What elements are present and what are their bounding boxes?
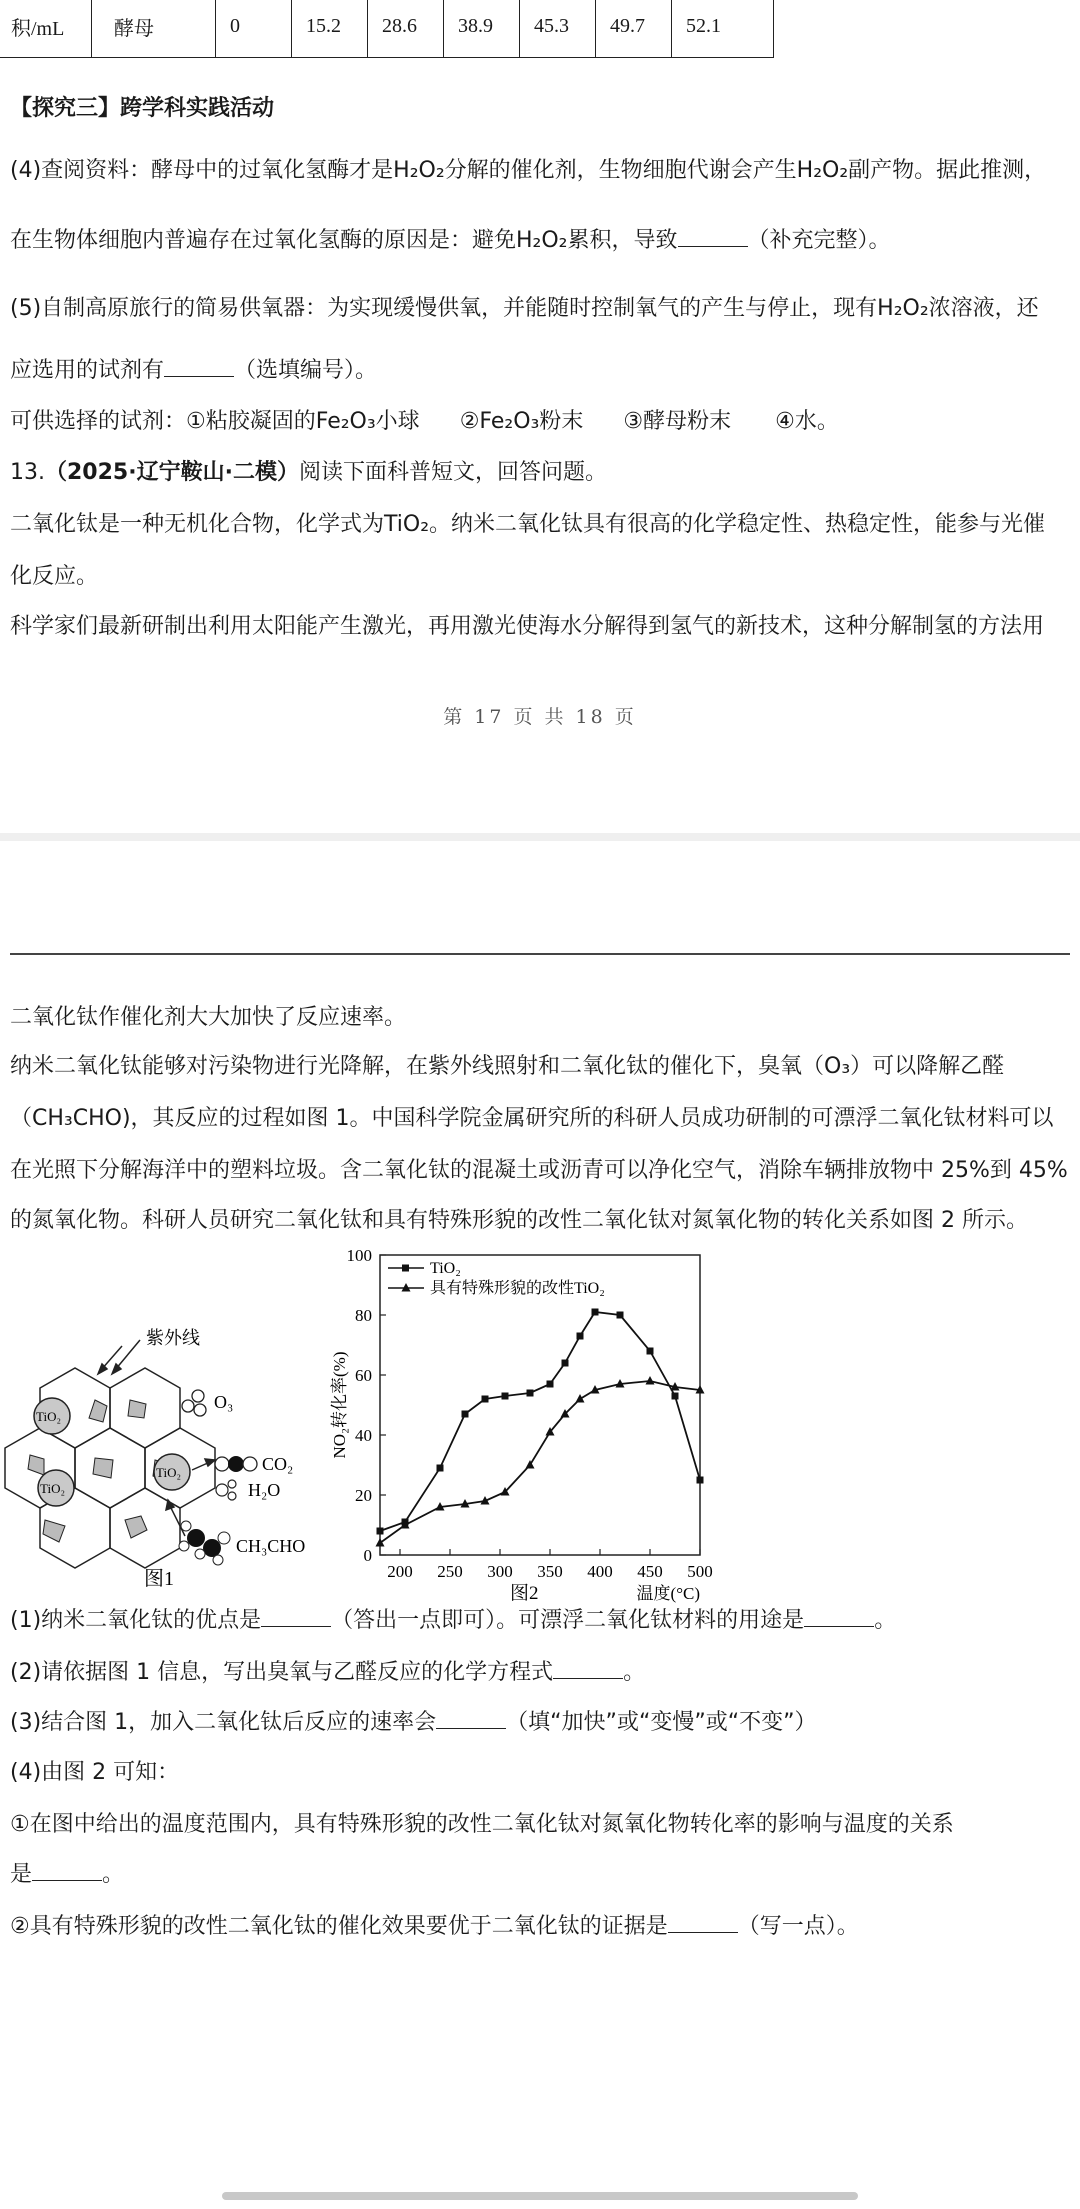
series-line-2 [380,1381,700,1543]
q13-para1-line1: 二氧化钛是一种无机化合物，化学式为TiO₂。纳米二氧化钛具有很高的化学稳定性、热稳定性，能参与光催 [10,512,1046,537]
reagents-label: 可供选择的试剂： [10,409,187,434]
data-point-modified-tio2 [646,1376,655,1385]
q3-text: (3)结合图 1，加入二氧化钛后反应的速率会 [10,1710,437,1735]
q4-2-text: ②具有特殊形貌的改性二氧化钛的催化效果要优于二氧化钛的证据是 [10,1914,668,1939]
ch3cho-label: CH₃CHO [236,1536,306,1556]
data-point-tio2 [547,1381,554,1388]
question-4-2 [10,1912,859,1942]
answer-blank[interactable] [678,226,748,247]
q4-line2-end: （补充完整）。 [747,228,891,253]
table-row-label: 积/mL [0,0,92,58]
data-point-tio2 [617,1312,624,1319]
answer-blank[interactable] [804,1606,874,1627]
legend-label: 具有特殊形貌的改性TiO₂ [430,1280,605,1297]
reagent-list [10,407,839,437]
q13-source: （2025·辽宁鞍山·二模） [45,460,299,485]
co2-label: CO₂ [262,1454,294,1474]
co2-molecule [215,1456,257,1472]
reagent-option: ①粘胶凝固的Fe₂O₃小球 [186,409,420,434]
page-number: 第 17 页 共 18 页 [443,706,637,728]
tio2-label: TiO₂ [156,1465,182,1480]
x-tick-label: 450 [637,1562,663,1581]
table-cell: 38.9 [444,0,520,58]
data-point-tio2 [647,1348,654,1355]
section-heading: 【探究三】跨学科实践活动 [10,96,275,121]
acetaldehyde-molecule [179,1521,230,1565]
y-tick-label: 80 [355,1306,372,1325]
data-point-tio2 [377,1528,384,1535]
y-tick-label: 40 [355,1426,372,1445]
uv-arrows [98,1340,140,1374]
answer-blank[interactable] [32,1860,102,1881]
figure-2-caption: 图2 [510,1583,539,1604]
table-cell: 49.7 [596,0,672,58]
y-tick-label: 20 [355,1486,372,1505]
table-cell: 28.6 [368,0,444,58]
q5-line2-end: （选填编号）。 [234,358,378,383]
figure-2-chart [330,1245,770,1605]
q4-2-end: （写一点）。 [737,1914,859,1939]
q3-text-end: （填“加快”或“变慢”或“不变”） [506,1710,817,1735]
legend-marker-tio2 [402,1265,409,1272]
table-cell: 52.1 [672,0,774,58]
question-4-1-line2 [10,1860,124,1890]
x-tick-label: 400 [587,1562,613,1581]
h2o-label: H₂O [248,1480,281,1500]
data-point-tio2 [502,1393,509,1400]
q2-text-end: 。 [623,1660,646,1685]
q13-instruction: 阅读下面科普短文，回答问题。 [298,460,607,485]
plot-frame [380,1255,700,1555]
q5-line2 [10,356,377,386]
table-cell: 0 [216,0,292,58]
q1-text-mid: （答出一点即可）。可漂浮二氧化钛材料的用途是 [331,1608,805,1633]
q13-para1-line2: 化反应。 [10,564,99,589]
ozone-molecule [182,1390,206,1416]
h2o-molecule [216,1480,236,1500]
p2-line3: （CH₃CHO)，其反应的过程如图 1。中国科学院金属研究所的科研人员成功研制的可漂浮二氧化钛材料可以 [10,1106,1054,1131]
header-rule [10,953,1070,955]
data-point-modified-tio2 [576,1394,585,1403]
data-point-tio2 [437,1465,444,1472]
answer-blank[interactable] [553,1658,623,1679]
x-axis-label: 温度(°C) [636,1584,700,1603]
q4-line2 [10,226,891,256]
p2-line5: 的氮氧化物。科研人员研究二氧化钛和具有特殊形貌的改性二氧化钛对氮氧化物的转化关系如图 2 所示。 [10,1208,1028,1233]
question-1 [10,1606,896,1636]
o3-label: O₃ [214,1392,234,1412]
q13-number: 13. [10,460,45,485]
answer-blank[interactable] [668,1912,738,1933]
y-tick-label: 0 [363,1546,372,1565]
home-indicator[interactable] [222,2192,858,2200]
data-point-modified-tio2 [376,1538,385,1547]
x-tick-label: 200 [387,1562,413,1581]
data-point-tio2 [562,1360,569,1367]
reagent-option: ④水。 [775,409,839,434]
data-point-tio2 [672,1393,679,1400]
data-point-tio2 [482,1396,489,1403]
data-point-tio2 [697,1477,704,1484]
reagent-option: ②Fe₂O₃粉末 [459,409,584,434]
uv-label: 紫外线 [146,1328,200,1348]
legend-label: TiO₂ [430,1260,461,1277]
q13-para2-line1: 科学家们最新研制出利用太阳能产生激光，再用激光使海水分解得到氢气的新技术，这种分解制氢的方法用 [10,614,1045,639]
q4-1-text: 是 [10,1862,33,1887]
question-2 [10,1658,645,1688]
data-point-tio2 [592,1309,599,1316]
table-cell: 45.3 [520,0,596,58]
p2-line4: 在光照下分解海洋中的塑料垃圾。含二氧化钛的混凝土或沥青可以净化空气，消除车辆排放物中 25%到 45% [10,1158,1068,1183]
q4-line1: (4)查阅资料：酵母中的过氧化氢酶才是H₂O₂分解的催化剂，生物细胞代谢会产生H₂O₂副产物。据此推测， [10,158,1047,183]
data-point-tio2 [577,1333,584,1340]
y-tick-label: 100 [346,1246,372,1265]
q4-1-end: 。 [102,1862,125,1887]
yeast-data-table-row [0,0,774,58]
question-4: (4)由图 2 可知： [10,1760,180,1785]
reaction-arrow [192,1459,215,1470]
answer-blank[interactable] [164,356,234,377]
page-separator [0,833,1080,841]
q13-title [10,458,607,488]
p2-line1: 二氧化钛作催化剂大大加快了反应速率。 [10,1005,407,1030]
q2-text: (2)请依据图 1 信息，写出臭氧与乙醛反应的化学方程式 [10,1660,554,1685]
question-3 [10,1708,817,1738]
answer-blank[interactable] [436,1708,506,1729]
x-tick-label: 500 [687,1562,713,1581]
x-tick-label: 250 [437,1562,463,1581]
question-4-1-line1: ①在图中给出的温度范围内，具有特殊形貌的改性二氧化钛对氮氧化物转化率的影响与温度的关系 [10,1812,954,1837]
q4-line2-text: 在生物体细胞内普遍存在过氧化氢酶的原因是：避免H₂O₂累积，导致 [10,228,678,253]
tio2-label: TiO₂ [36,1409,62,1424]
answer-blank[interactable] [261,1606,331,1627]
figure-1-diagram [0,1300,345,1600]
q1-text: (1)纳米二氧化钛的优点是 [10,1608,262,1633]
figure-1-caption: 图1 [144,1568,174,1590]
series-line-1 [380,1312,700,1531]
y-axis-label: NO₂转化率(%) [330,1351,349,1459]
q5-line2-text: 应选用的试剂有 [10,358,165,383]
x-tick-label: 300 [487,1562,513,1581]
tio2-label: TiO₂ [40,1481,66,1496]
data-point-tio2 [462,1411,469,1418]
table-row-name: 酵母 [92,0,216,58]
data-point-tio2 [527,1390,534,1397]
reagent-option: ③酵母粉末 [623,409,732,434]
x-tick-label: 350 [537,1562,563,1581]
p2-line2: 纳米二氧化钛能够对污染物进行光降解，在紫外线照射和二氧化钛的催化下，臭氧（O₃）可以降解乙醛 [10,1054,1005,1079]
table-cell: 15.2 [292,0,368,58]
q1-text-end: 。 [874,1608,897,1633]
y-tick-label: 60 [355,1366,372,1385]
q5-line1: (5)自制高原旅行的简易供氧器：为实现缓慢供氧，并能随时控制氧气的产生与停止，现有H₂O₂浓溶液，还 [10,296,1039,321]
